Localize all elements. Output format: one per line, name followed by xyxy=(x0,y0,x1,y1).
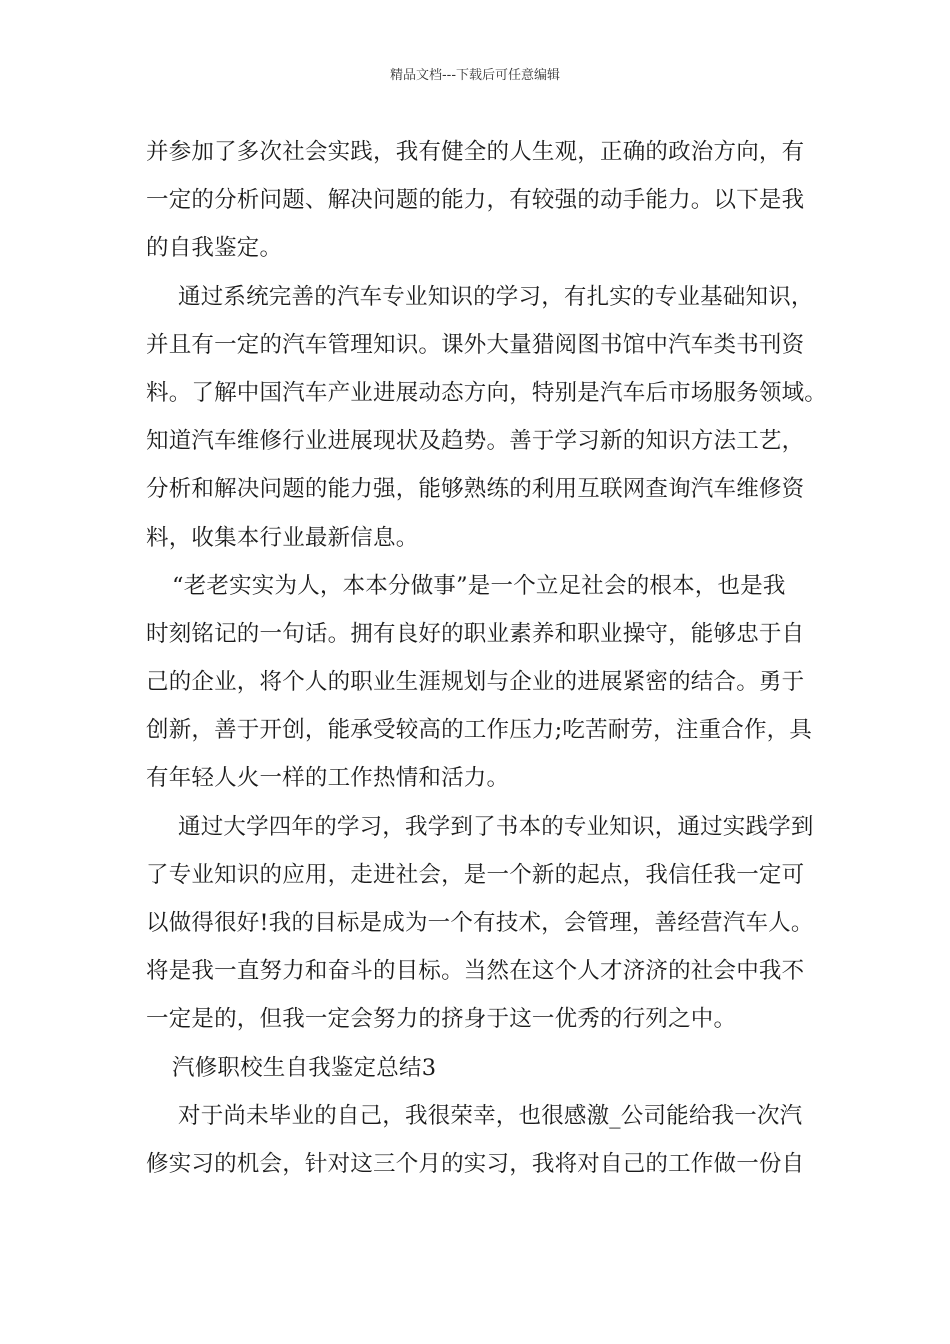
text-line: 将是我一直努力和奋斗的目标。当然在这个人才济济的社会中我不 xyxy=(146,958,805,985)
text-line: 创新，善于开创，能承受较高的工作压力;吃苦耐劳，注重合作，具 xyxy=(146,717,813,744)
text-line: 并参加了多次社会实践，我有健全的人生观，正确的政治方向，有 xyxy=(146,139,805,165)
text-line: 修实习的机会，针对这三个月的实习，我将对自己的工作做一份自 xyxy=(146,1150,805,1177)
page-header: 精品文档---下载后可任意编辑 xyxy=(389,68,561,83)
text-line: 对于尚未毕业的自己，我很荣幸，也很感激_公司能给我一次汽 xyxy=(178,1102,803,1129)
text-line: 时刻铭记的一句话。拥有良好的职业素养和职业操守，能够忠于自 xyxy=(146,620,805,647)
text-line: 料，收集本行业最新信息。 xyxy=(146,524,419,551)
text-line: 一定是的，但我一定会努力的挤身于这一优秀的行列之中。 xyxy=(146,1006,737,1033)
text-line: 了专业知识的应用，走进社会，是一个新的起点，我信任我一定可 xyxy=(146,861,805,888)
text-line: 料。了解中国汽车产业进展动态方向，特别是汽车后市场服务领域。 xyxy=(146,379,828,406)
text-line: 通过系统完善的汽车专业知识的学习，有扎实的专业基础知识， xyxy=(178,283,814,310)
text-line: 分析和解决问题的能力强，能够熟练的利用互联网查询汽车维修资 xyxy=(146,476,805,503)
text-line: 一定的分析问题、解决问题的能力，有较强的动手能力。以下是我 xyxy=(146,187,805,214)
text-line: “老老实实为人，本本分做事”是一个立足社会的根本，也是我 xyxy=(172,572,786,599)
text-line: 的自我鉴定。 xyxy=(146,235,283,262)
text-line: 以做得很好!我的目标是成为一个有技术，会管理，善经营汽车人。 xyxy=(146,910,814,936)
text-line: 知道汽车维修行业进展现状及趋势。善于学习新的知识方法工艺， xyxy=(146,428,805,455)
text-line: 通过大学四年的学习，我学到了书本的专业知识，通过实践学到 xyxy=(178,813,814,840)
text-line: 有年轻人火一样的工作热情和活力。 xyxy=(146,765,510,792)
text-line: 并且有一定的汽车管理知识。课外大量猎阅图书馆中汽车类书刊资 xyxy=(146,331,805,358)
section-heading: 汽修职校生自我鉴定总结3 xyxy=(172,1054,437,1081)
document-body xyxy=(146,128,828,1188)
text-line: 己的企业，将个人的职业生涯规划与企业的进展紧密的结合。勇于 xyxy=(146,669,805,696)
